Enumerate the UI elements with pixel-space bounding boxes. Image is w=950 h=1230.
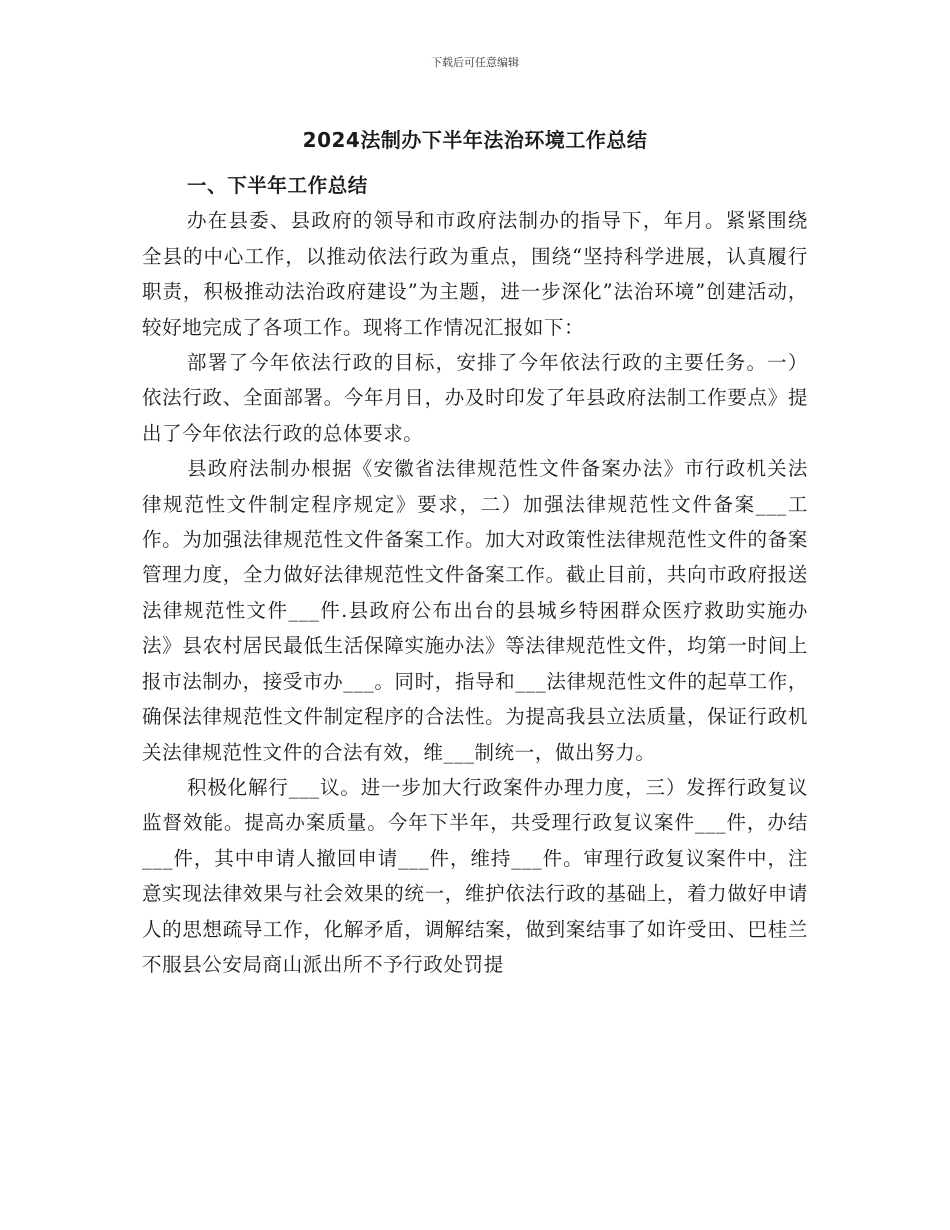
header-note: 下载后可任意编辑 [431, 56, 519, 69]
paragraph-1: 办在县委、县政府的领导和市政府法制办的指导下，年月。紧紧围绕全县的中心工作，以推动依法行政为重点，围绕“坚持科学进展，认真履行职责，积极推动法治政府建设”为主题，进一步深化”法治环境”创建活动，较好地完成了各项工作。现将工作情况汇报如下： [142, 209, 808, 339]
paragraph-3: 县政府法制办根据《安徽省法律规范性文件备案办法》市行政机关法律规范性文件制定程序规定》要求，二）加强法律规范性文件备案___工作。为加强法律规范性文件备案工作。加大对政策性法律规范性文件的备案管理力度，全力做好法律规范性文件备案工作。截止目前，共向市政府报送法律规范性文件___件.县政府公布出台的县城乡特困群众医疗救助实施办法》县农村居民最低生活保障实施办法》等法律规范性文件，均第一时间上报市法制办，接受市办___。同时，指导和___法律规范性文件的起草工作，确保法律规范性文件制定程序的合法性。为提高我县立法质量，保证行政机关法律规范性文件的合法有效，维___制统一，做出努力。 [142, 457, 808, 764]
paragraph-2: 部署了今年依法行政的目标，安排了今年依法行政的主要任务。一）依法行政、全面部署。今年月日，办及时印发了年县政府法制工作要点》提出了今年依法行政的总体要求。 [142, 351, 808, 445]
paragraph-4: 积极化解行___议。进一步加大行政案件办理力度，三）发挥行政复议监督效能。提高办案质量。今年下半年，共受理行政复议案件___件，办结___件，其中申请人撤回申请___件，维持___件。审理行政复议案件中，注意实现法律效果与社会效果的统一，维护依法行政的基础上，着力做好申请人的思想疏导工作，化解矛盾，调解结案，做到案结事了如许受田、巴桂兰不服县公安局商山派出所不予行政处罚提 [142, 775, 808, 976]
document-body [142, 168, 808, 982]
document-title: 2024法制办下半年法治环境工作总结 [302, 128, 648, 152]
section-heading: 一、下半年工作总结 [187, 174, 368, 197]
